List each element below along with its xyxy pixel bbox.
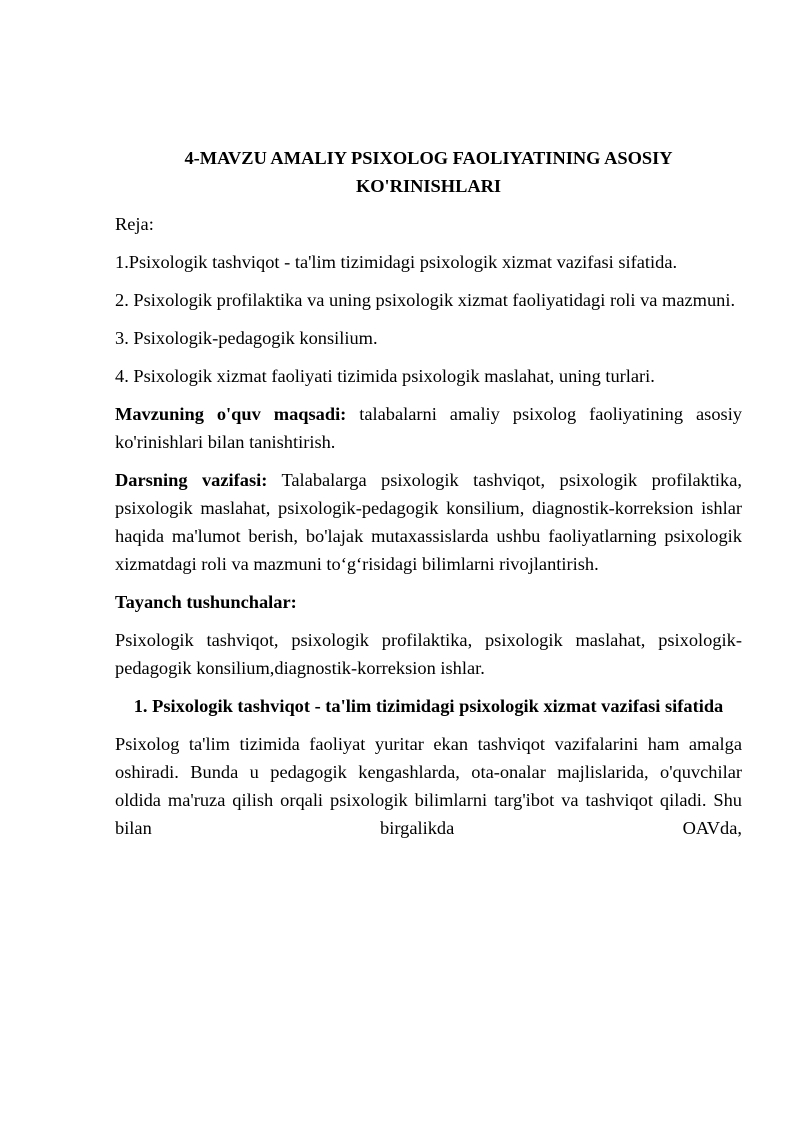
key-concepts-label: Tayanch tushunchalar:: [115, 592, 297, 612]
plan-item-1: 1.Psixologik tashviqot - ta'lim tizimidagi psixologik xizmat vazifasi sifatida.: [115, 252, 678, 272]
page-title: 4-MAVZU AMALIY PSIXOLOG FAOLIYATINING ASOSIY KO'RINISHLARI: [184, 148, 673, 196]
task-paragraph: [115, 466, 742, 578]
plan-item-3: 3. Psixologik-pedagogik konsilium.: [115, 328, 378, 348]
goal-paragraph: [115, 400, 742, 456]
goal-label: Mavzuning o'quv maqsadi:: [115, 404, 347, 424]
goal-text: talabalarni amaliy psixolog faoliyatining asosiy ko'rinishlari bilan tanishtirish.: [115, 404, 742, 452]
task-label: Darsning vazifasi:: [115, 470, 268, 490]
task-text: Talabalarga psixologik tashviqot, psixologik profilaktika, psixologik maslahat, psixologik-pedagogik konsilium, diagnostik-korreksion ishlar haqida ma'lumot berish, bo'lajak mutaxassislarda ushbu faoliyatlarning psixologik xizmatdagi roli va mazmuni to‘g‘risidagi bilimlarni rivojlantirish.: [115, 470, 742, 574]
plan-item-2: 2. Psixologik profilaktika va uning psixologik xizmat faoliyatidagi roli va mazmuni.: [115, 290, 736, 310]
section-1-paragraph: Psixolog ta'lim tizimida faoliyat yuritar ekan tashviqot vazifalarini ham amalga oshiradi. Bunda u pedagogik kengashlarda, ota-onalar majlislarida, o'quvchilar oldida ma'ruza qilish orqali psixologik bilimlarni targ'ibot va tashviqot qiladi. Shu bilan birgalikda OAVda,: [115, 734, 742, 838]
section-1-heading: 1. Psixologik tashviqot - ta'lim tizimidagi psixologik xizmat vazifasi sifatida: [133, 696, 724, 716]
document-content: [115, 144, 742, 852]
plan-item-4: 4. Psixologik xizmat faoliyati tizimida psixologik maslahat, uning turlari.: [115, 366, 655, 386]
plan-label: Reja:: [115, 214, 154, 234]
key-concepts-text: Psixologik tashviqot, psixologik profilaktika, psixologik maslahat, psixologik-pedagogik konsilium,diagnostik-korreksion ishlar.: [115, 630, 742, 678]
